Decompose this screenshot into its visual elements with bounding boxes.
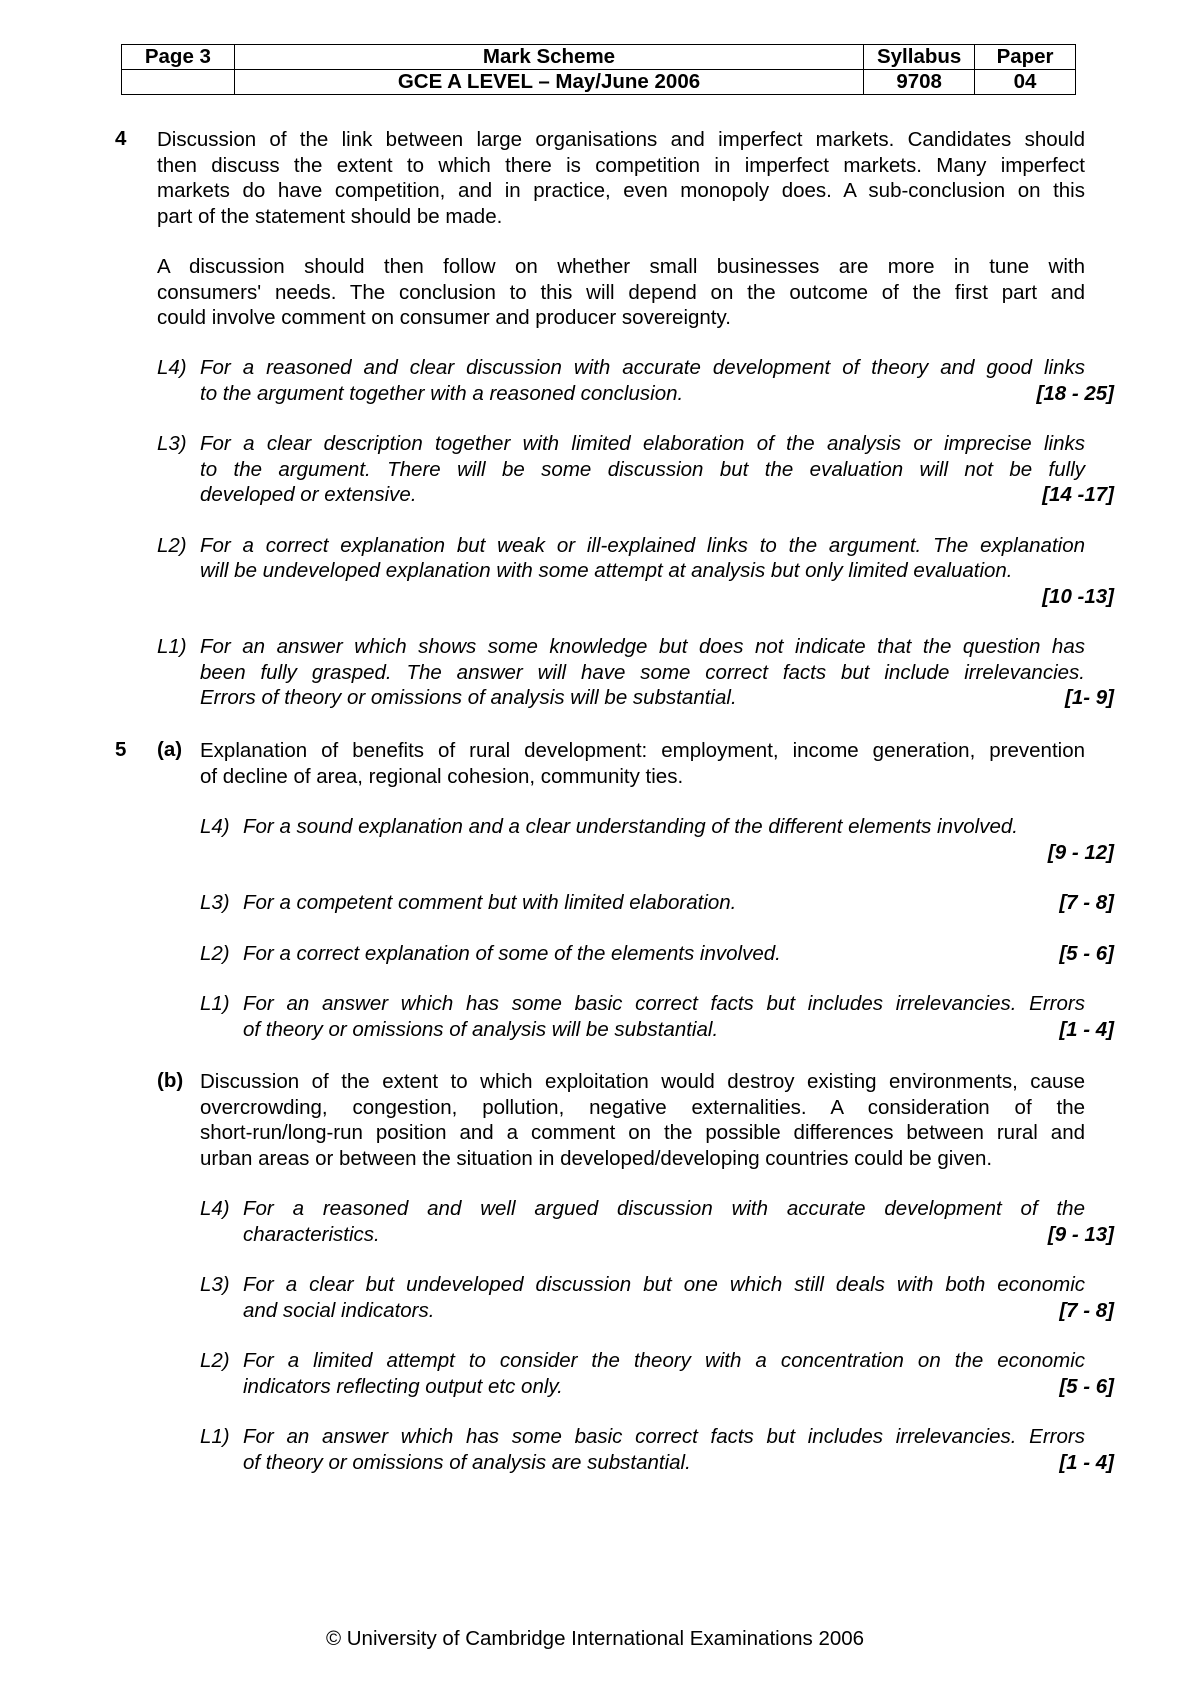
paragraph xyxy=(243,890,1085,916)
paper-number: 04 xyxy=(975,70,1076,95)
text-line: For an answer which has some basic correct facts but includes irrelevancies. Errors xyxy=(243,992,1085,1015)
text-line: urban areas or between the situation in developed/developing countries could be given. xyxy=(200,1146,993,1170)
text-line: For a reasoned and clear discussion with accurate development of theory and good links xyxy=(200,356,1085,379)
mark-range: [7 - 8] xyxy=(1059,891,1114,914)
mark-range: [5 - 6] xyxy=(1059,941,1114,965)
text-line: markets do have competition, and in practice, even monopoly does. A sub-conclusion on this xyxy=(157,179,1085,202)
part-label: (b) xyxy=(157,1069,184,1092)
text-line: Discussion of the extent to which exploitation would destroy existing environments, cause xyxy=(200,1070,1085,1093)
paragraph xyxy=(200,738,1085,789)
text-line: Discussion of the link between large organisations and imperfect markets. Candidates should xyxy=(157,128,1085,151)
level-label: L4) xyxy=(200,1197,230,1220)
text-line: could involve comment on consumer and producer sovereignty. xyxy=(157,306,731,329)
question-number: 5 xyxy=(115,738,127,761)
level-label: L1) xyxy=(157,635,187,658)
paragraph xyxy=(243,1348,1085,1399)
paragraph xyxy=(200,634,1085,711)
text-line: short-run/long-run position and a comment on the possible differences between rural and xyxy=(200,1121,1085,1144)
text-line: of theory or omissions of analysis will be substantial. xyxy=(243,1017,719,1041)
page-number: Page 3 xyxy=(122,45,235,70)
text-line: to the argument together with a reasoned conclusion. xyxy=(200,381,684,405)
text-line: Errors of theory or omissions of analysis will be substantial. xyxy=(200,686,737,709)
level-label: L3) xyxy=(200,891,230,914)
text-line: characteristics. xyxy=(243,1222,380,1246)
text-line: For a correct explanation of some of the elements involved. xyxy=(243,941,781,965)
level-label: L3) xyxy=(157,432,187,455)
blank-cell xyxy=(122,70,235,95)
paragraph xyxy=(200,431,1085,508)
mark-range: [10 -13] xyxy=(1042,584,1114,608)
paragraph xyxy=(243,941,1085,967)
mark-range: [1 - 4] xyxy=(1059,1450,1114,1474)
question-number: 4 xyxy=(115,127,127,150)
text-line: of theory or omissions of analysis are substantial. xyxy=(243,1450,691,1474)
paragraph xyxy=(243,1272,1085,1323)
paragraph xyxy=(243,1424,1085,1475)
text-line: to the argument. There will be some discussion but the evaluation will not be fully xyxy=(200,457,1085,481)
paper-heading: Paper xyxy=(975,45,1076,70)
document-type: Mark Scheme xyxy=(234,45,863,70)
text-line: For a clear description together with limited elaboration of the analysis or imprecise links xyxy=(200,432,1085,455)
mark-range: [9 - 12] xyxy=(1047,840,1114,864)
text-line: A discussion should then follow on whether small businesses are more in tune with xyxy=(157,255,1085,278)
header-table xyxy=(121,44,1076,95)
exam-title: GCE A LEVEL – May/June 2006 xyxy=(234,70,863,95)
level-label: L4) xyxy=(157,356,187,379)
text-line: will be undeveloped explanation with some attempt at analysis but only limited evaluation. xyxy=(200,559,1013,582)
syllabus-code: 9708 xyxy=(864,70,975,95)
text-line: of decline of area, regional cohesion, community ties. xyxy=(200,764,684,788)
paragraph xyxy=(243,991,1085,1042)
text-line: For an answer which has some basic correct facts but includes irrelevancies. Errors xyxy=(243,1425,1085,1448)
level-label: L4) xyxy=(200,815,230,838)
paragraph xyxy=(200,533,1085,584)
text-line: Explanation of benefits of rural development: employment, income generation, prevention xyxy=(200,739,1085,762)
part-label: (a) xyxy=(157,738,183,761)
text-line: part of the statement should be made. xyxy=(157,204,503,228)
text-line: indicators reflecting output etc only. xyxy=(243,1374,563,1398)
level-label: L1) xyxy=(200,992,230,1015)
copyright-footer: © University of Cambridge International Examinations 2006 xyxy=(325,1627,865,1650)
paragraph xyxy=(243,814,1085,840)
syllabus-heading: Syllabus xyxy=(864,45,975,70)
mark-range: [5 - 6] xyxy=(1059,1374,1114,1398)
level-label: L2) xyxy=(157,533,187,557)
level-label: L1) xyxy=(200,1425,230,1448)
mark-range: [1- 9] xyxy=(1065,686,1114,709)
paragraph xyxy=(157,127,1085,229)
mark-range: [18 - 25] xyxy=(1036,381,1114,405)
text-line: For an answer which shows some knowledge but does not indicate that the question has xyxy=(200,635,1085,658)
text-line: For a limited attempt to consider the theory with a concentration on the economic xyxy=(243,1349,1085,1372)
level-label: L2) xyxy=(200,941,230,965)
mark-range: [1 - 4] xyxy=(1059,1017,1114,1041)
mark-range: [9 - 13] xyxy=(1047,1222,1114,1246)
text-line: For a correct explanation but weak or ill-explained links to the argument. The explanation xyxy=(200,533,1085,557)
text-line: For a sound explanation and a clear understanding of the different elements involved. xyxy=(243,815,1018,838)
paragraph xyxy=(200,1069,1085,1171)
text-line: overcrowding, congestion, pollution, negative externalities. A consideration of the xyxy=(200,1095,1085,1119)
text-line: then discuss the extent to which there is competition in imperfect markets. Many imperfect xyxy=(157,153,1085,177)
text-line: been fully grasped. The answer will have some correct facts but include irrelevancies. xyxy=(200,660,1085,684)
mark-range: [7 - 8] xyxy=(1059,1298,1114,1322)
text-line: For a clear but undeveloped discussion but one which still deals with both economic xyxy=(243,1273,1085,1296)
text-line: For a competent comment but with limited elaboration. xyxy=(243,891,737,914)
paragraph xyxy=(243,1196,1085,1247)
text-line: and social indicators. xyxy=(243,1298,435,1322)
paragraph xyxy=(157,254,1085,331)
text-line: developed or extensive. xyxy=(200,483,417,506)
level-label: L3) xyxy=(200,1273,230,1296)
text-line: For a reasoned and well argued discussion with accurate development of the xyxy=(243,1197,1085,1220)
text-line: consumers' needs. The conclusion to this will depend on the outcome of the first part and xyxy=(157,280,1085,304)
paragraph xyxy=(200,355,1085,406)
level-label: L2) xyxy=(200,1349,230,1372)
mark-range: [14 -17] xyxy=(1042,483,1114,506)
